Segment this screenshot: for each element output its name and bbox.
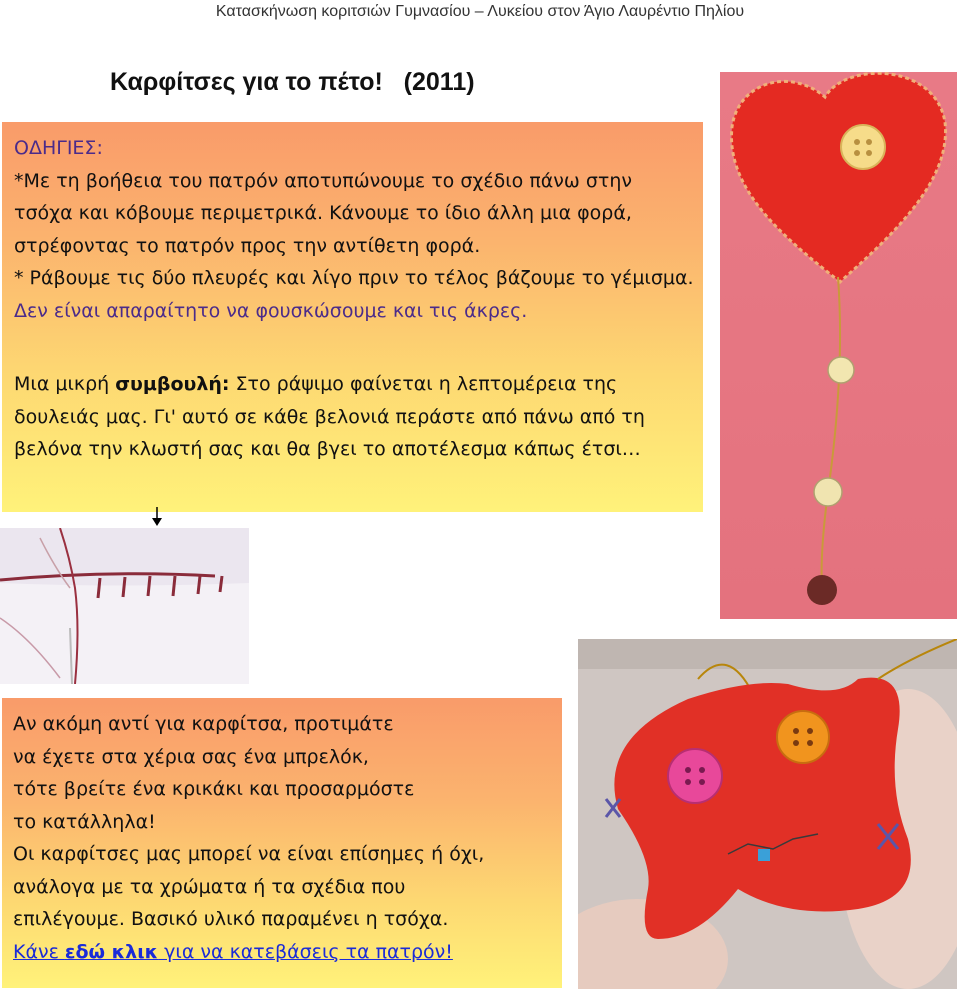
download-patterns-link[interactable] (13, 941, 453, 963)
stitch-illustration (0, 528, 249, 684)
star-keychain-photo (578, 639, 957, 989)
tip-text (14, 368, 694, 466)
instructions-heading: ΟΔΗΓΙΕΣ: (14, 137, 103, 159)
link-suffix: για να κατεβάσεις τα πατρόν! (158, 940, 453, 963)
heart-pin-photo (720, 72, 957, 619)
keychain-line-7: επιλέγουμε. Βασικό υλικό παραμένει η τσόχα. (13, 908, 449, 930)
keychain-line-3: τότε βρείτε ένα κρικάκι και προσαρμόστε (13, 778, 415, 800)
instructions-text (14, 132, 694, 327)
down-arrow-icon (150, 507, 164, 527)
instructions-box (2, 122, 703, 512)
keychain-line-5: Οι καρφίτσες μας μπορεί να είναι επίσημες ή όχι, (13, 843, 485, 865)
instructions-line-2b: Δεν είναι απαραίτητο να φουσκώσουμε και τις άκρες. (14, 299, 528, 322)
tip-prefix: Μια μικρή (14, 373, 116, 395)
tip-bold-word: συμβουλή: (115, 373, 230, 395)
page-header: Κατασκήνωση κοριτσιών Γυμνασίου – Λυκείου στον Άγιο Λαυρέντιο Πηλίου (215, 3, 745, 20)
stitch-example-photo (0, 528, 249, 684)
keychain-text (13, 708, 558, 968)
star-keychain-illustration (578, 639, 957, 989)
heart-pin-illustration (720, 72, 957, 619)
keychain-line-2: να έχετε στα χέρια σας ένα μπρελόκ, (13, 745, 369, 768)
link-bold: εδώ κλικ (64, 940, 159, 963)
instructions-line-1b: Κάνουμε το ίδιο άλλη μια φορά, στρέφοντας το πατρόν προς την αντίθετη φορά. (14, 202, 632, 257)
link-prefix: Κάνε (13, 940, 65, 963)
keychain-line-4: το κατάλληλα! (13, 810, 156, 833)
keychain-box (2, 698, 562, 988)
keychain-line-6: ανάλογα με τα χρώματα ή τα σχέδια που (13, 875, 406, 898)
instructions-line-1: *Με τη βοήθεια του πατρόν αποτυπώνουμε το σχέδιο πάνω στην τσόχα και κόβουμε περιμετρικά. (14, 169, 633, 224)
keychain-line-1: Αν ακόμη αντί για καρφίτσα, προτιμάτε (13, 713, 394, 735)
tip-text-2: Γι' αυτό σε κάθε βελονιά περάστε από πάνω από τη βελόνα την κλωστή σας και θα βγει το αποτέλεσμα κάπως έτσι… (14, 405, 645, 460)
tip-text-1: Στο ράψιμο φαίνεται η λεπτομέρεια της δουλειάς μας. (14, 373, 618, 428)
page-title: Καρφίτσες για το πέτο! (2011) (110, 68, 475, 96)
instructions-line-2: * Ράβουμε τις δύο πλευρές και λίγο πριν το τέλος βάζουμε το γέμισμα. (14, 267, 694, 289)
